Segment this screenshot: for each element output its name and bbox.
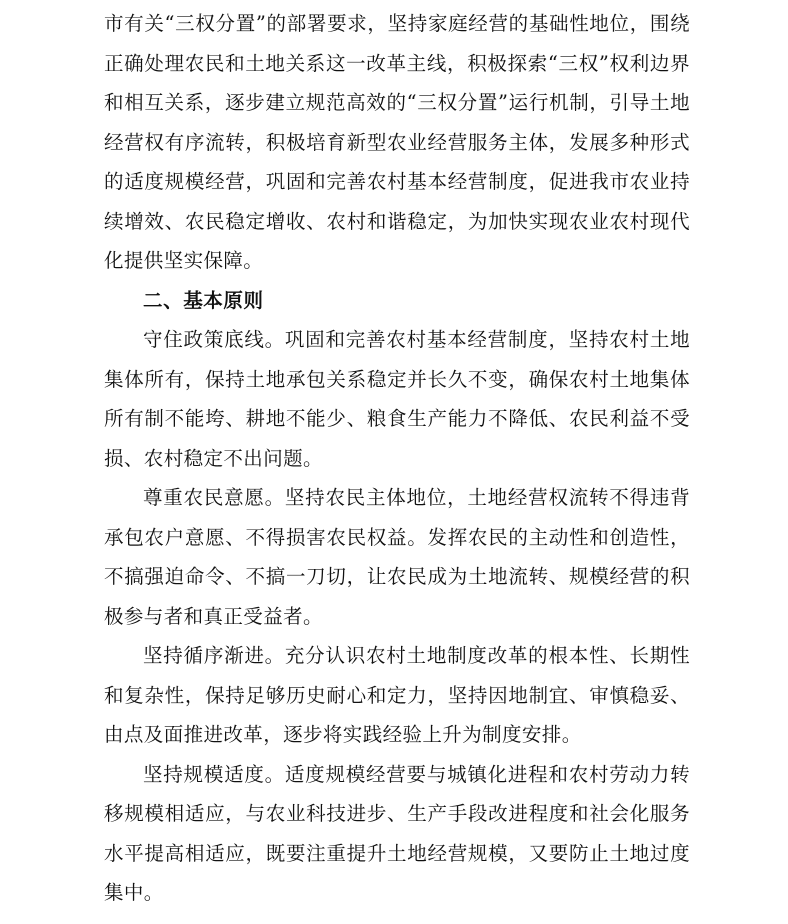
- intro-paragraph: 市有关“三权分置”的部署要求，坚持家庭经营的基础性地位，围绕正确处理农民和土地关系这一改革主线，积极探索“三权”权利边界和相互关系，逐步建立规范高效的“三权分置”运行机制，引导土地经营权有序流转，积极培育新型农业经营服务主体，发展多种形式的适度规模经营，巩固和完善农村基本经营制度，促进我市农业持续增效、农民稳定增收、农村和谐稳定，为加快实现农业农村现代化提供坚实保障。: [104, 12, 690, 272]
- principle-paragraph: 守住政策底线。巩固和完善农村基本经营制度，坚持农村土地集体所有，保持土地承包关系稳定并长久不变，确保农村土地集体所有制不能垮、耕地不能少、粮食生产能力不降低、农民利益不受损、农村稳定不出问题。: [104, 328, 690, 470]
- document-body: [104, 4, 690, 913]
- section-heading: 二、基本原则: [143, 288, 264, 312]
- principle-paragraph: 坚持规模适度。适度规模经营要与城镇化进程和农村劳动力转移规模相适应，与农业科技进步、生产手段改进程度和社会化服务水平提高相适应，既要注重提升土地经营规模，又要防止土地过度集中。: [104, 762, 690, 904]
- principle-paragraph: 坚持循序渐进。充分认识农村土地制度改革的根本性、长期性和复杂性，保持足够历史耐心和定力，坚持因地制宜、审慎稳妥、由点及面推进改革，逐步将实践经验上升为制度安排。: [104, 644, 690, 746]
- principle-paragraph: 尊重农民意愿。坚持农民主体地位，土地经营权流转不得违背承包农户意愿、不得损害农民权益。发挥农民的主动性和创造性，不搞强迫命令、不搞一刀切，让农民成为土地流转、规模经营的积极参与者和真正受益者。: [104, 486, 690, 628]
